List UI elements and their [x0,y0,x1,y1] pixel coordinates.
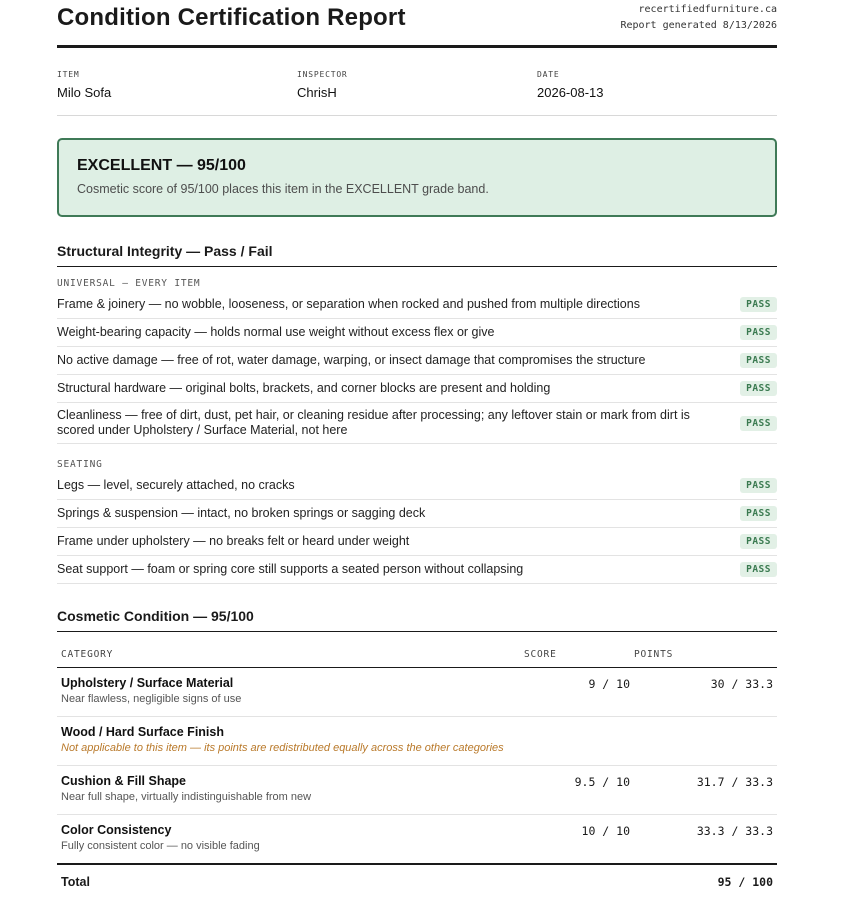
report-page [57,0,777,889]
total-row [57,863,777,889]
category-note: Fully consistent color — no visible fading [61,840,260,852]
check-text: Frame under upholstery — no breaks felt or heard under weight [57,534,410,548]
check-text: Seat support — foam or spring core still supports a seated person without collapsing [57,562,524,576]
grade-description: Cosmetic score of 95/100 places this item in the EXCELLENT grade band. [77,182,489,196]
check-text: No active damage — free of rot, water damage, warping, or insect damage that compromises the structure [57,353,646,367]
pass-badge: PASS [740,506,777,521]
item-value: Milo Sofa [57,85,112,100]
info-row [57,48,777,116]
pass-badge: PASS [740,478,777,493]
cosmetic-table-header [57,632,777,668]
category-name: Wood / Hard Surface Finish [61,725,224,739]
table-row [57,717,777,766]
score-value: 9 / 10 [588,677,630,691]
pass-badge: PASS [740,534,777,549]
check-row [57,291,777,319]
category-note-not-applicable: Not applicable to this item — its points are redistributed equally across the other categories [61,742,504,754]
points-value: 30 / 33.3 [710,677,773,691]
category-name: Color Consistency [61,823,172,837]
pass-badge: PASS [740,297,777,312]
score-value: 9.5 / 10 [574,775,630,789]
table-row [57,668,777,717]
score-header: SCORE [524,649,557,660]
category-cell [61,823,524,855]
check-text: Cleanliness — free of dirt, dust, pet hair, or cleaning residue after processing; any leftover stain or mark from dirt is scored under Upholstery / Surface Material, not here [57,408,690,437]
check-row [57,472,777,500]
check-row [57,375,777,403]
check-row [57,500,777,528]
check-text: Springs & suspension — intact, no broken springs or sagging deck [57,506,426,520]
inspector-label: INSPECTOR [297,70,348,79]
check-text: Frame & joinery — no wobble, looseness, or separation when rocked and pushed from multiple directions [57,297,640,311]
report-generated-date: Report generated 8/13/2026 [620,20,777,31]
score-value: 10 / 10 [581,824,630,838]
table-row [57,815,777,864]
pass-badge: PASS [740,416,777,431]
category-name: Upholstery / Surface Material [61,676,234,690]
check-text: Weight-bearing capacity — holds normal use weight without excess flex or give [57,325,495,339]
check-text: Structural hardware — original bolts, brackets, and corner blocks are present and holding [57,381,551,395]
points-value: 33.3 / 33.3 [696,824,773,838]
pass-badge: PASS [740,562,777,577]
date-info [537,48,777,115]
group-label-universal: UNIVERSAL — EVERY ITEM [57,278,201,289]
category-cell [61,676,524,708]
total-value: 95 / 100 [717,875,773,889]
site-domain: recertifiedfurniture.ca [638,4,777,15]
total-label: Total [61,875,90,889]
points-value: 31.7 / 33.3 [696,775,773,789]
grade-title: EXCELLENT — 95/100 [77,157,246,174]
structural-section-title: Structural Integrity — Pass / Fail [57,243,777,267]
check-row [57,319,777,347]
item-label: ITEM [57,70,80,79]
pass-badge: PASS [740,353,777,368]
points-header: POINTS [634,649,674,660]
category-cell [61,725,777,757]
category-name: Cushion & Fill Shape [61,774,187,788]
category-note: Near full shape, virtually indistinguishable from new [61,791,312,803]
pass-badge: PASS [740,325,777,340]
date-value: 2026-08-13 [537,85,604,100]
check-row [57,347,777,375]
check-row [57,528,777,556]
table-row [57,766,777,815]
group-label-seating: SEATING [57,459,103,470]
check-row [57,403,777,444]
date-label: DATE [537,70,560,79]
check-text: Legs — level, securely attached, no cracks [57,478,295,492]
pass-badge: PASS [740,381,777,396]
inspector-info [297,48,537,115]
category-note: Near flawless, negligible signs of use [61,693,242,705]
grade-box [57,138,777,217]
report-header [57,0,777,48]
inspector-value: ChrisH [297,85,337,100]
page-title: Condition Certification Report [57,4,406,31]
category-header: CATEGORY [61,649,114,660]
item-info [57,48,297,115]
header-meta [620,2,777,34]
category-cell [61,774,524,806]
cosmetic-section-title: Cosmetic Condition — 95/100 [57,608,777,632]
check-row [57,556,777,584]
